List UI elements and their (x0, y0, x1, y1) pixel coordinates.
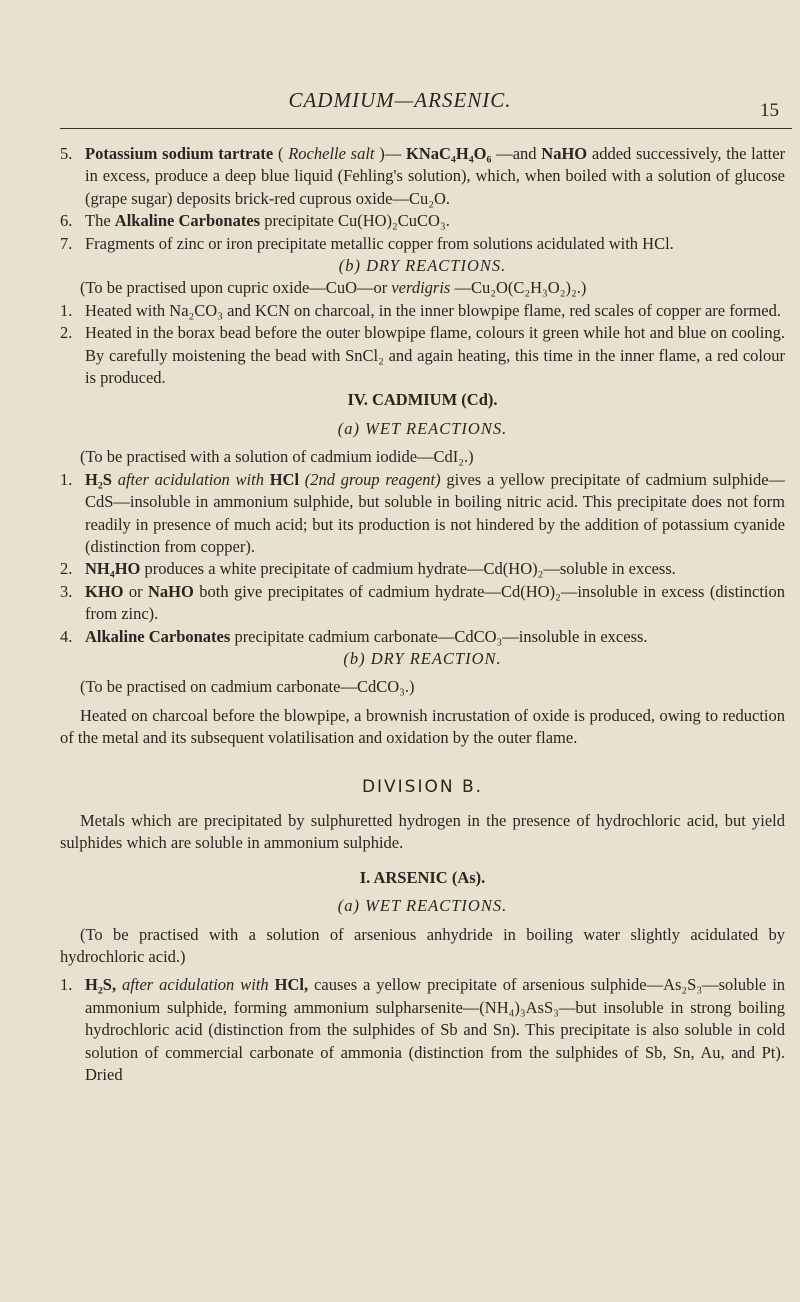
cadmium-wet-note: (To be practised with a solution of cadmium iodide—CdI₂.) (80, 447, 474, 467)
copper-dry-note: (To be practised upon cupric oxide—CuO—or verdigris —Cu₂O(C₂H₃O₂)₂.) (80, 278, 587, 298)
cadmium-wet-reaction-3: 3. KHO or NaHO both give precipitates of cadmium hydrate—Cd(HO)₂—insoluble in excess (distinction from zinc). (60, 581, 786, 624)
copper-wet-reaction-5: 5. Potassium sodium tartrate ( Rochelle salt )— KNaC₄H₄O₆ —and NaHO added successively, the latter in excess, produce a deep blue liquid (Fehling's solution), which, when boiled with a solution of glucose (grape sugar) deposits brick-red cuprous oxide—Cu₂O. (60, 144, 786, 208)
arsenic-wet-note: (To be practised with a solution of arsenious anhydride in boiling water slightly acidulated by hydrochloric acid.) (60, 924, 785, 966)
division-description: Metals which are precipitated by sulphuretted hydrogen in the presence of hydrochloric acid, but yield sulphides which are soluble in ammonium sulphide. (60, 810, 785, 853)
cadmium-wet-reaction-1: 1. H₂S after acidulation with HCl (2nd group reagent) gives a yellow precipitate of cadmium sulphide—CdS—insoluble in ammonium sulphide, but soluble in boiling nitric acid. This precipitate does not form readily in presence of much acid; but its production is not hindered by the addition of potassium cyanide (distinction from copper). (60, 469, 786, 556)
copper-dry-heading: (b) DRY REACTIONS. (338, 256, 507, 276)
copper-dry-reaction-1: 1. Heated with Na₂CO₃ and KCN on charcoal, in the inner blowpipe flame, red scales of copper are formed. (60, 300, 782, 320)
arsenic-wet-reaction-1: 1. H₂S, after acidulation with HCl, causes a yellow precipitate of arsenious sulphide—As₂S₃—soluble in ammonium sulphide, forming ammonium sulpharsenite—(NH₄)₃AsS₃—but insoluble in strong boiling hydrochloric acid (distinction from the sulphides of Sb and Sn). This precipitate is also soluble in cold solution of commercial carbonate of ammonia (distinction from the sulphides of Sb, Sn, Au, and Pt). Dried (60, 975, 786, 1085)
arsenic-wet-heading: (a) WET REACTIONS. (337, 896, 508, 916)
division-heading: DIVISION B. (361, 776, 484, 797)
cadmium-heading: IV. CADMIUM (Cd). (347, 390, 498, 410)
cadmium-wet-heading: (a) WET REACTIONS. (337, 418, 508, 438)
copper-wet-reaction-7: 7. Fragments of zinc or iron precipitate metallic copper from solutions acidulated with HCl. (60, 233, 674, 253)
cadmium-wet-reaction-4: 4. Alkaline Carbonates precipitate cadmium carbonate—CdCO₃—insoluble in excess. (60, 626, 648, 646)
page-number: 15 (760, 100, 779, 121)
cadmium-dry-note: (To be practised on cadmium carbonate—CdCO₃.) (80, 677, 415, 697)
copper-dry-reaction-2: 2. Heated in the borax bead before the outer blowpipe flame, colours it green while hot and blue on cooling. By carefully moistening the bead with SnCl₂ and again heating, this time in the inner flame, a red colour is produced. (60, 323, 785, 388)
cadmium-wet-reaction-2: 2. NH₄HO produces a white precipitate of cadmium hydrate—Cd(HO)₂—soluble in excess. (60, 559, 676, 579)
cadmium-dry-heading: (b) DRY REACTION. (343, 648, 502, 668)
arsenic-heading: I. ARSENIC (As). (359, 867, 486, 887)
cadmium-dry-text: Heated on charcoal before the blowpipe, a brownish incrustation of oxide is produced, owing to reduction of the metal and its subsequent volatilisation and oxidation by the outer flame. (60, 705, 785, 748)
header-rule (60, 128, 792, 129)
page-body (60, 143, 785, 1086)
copper-wet-reaction-6: 6. The Alkaline Carbonates precipitate Cu(HO)₂CuCO₃. (60, 211, 450, 231)
running-head: CADMIUM—ARSENIC. (288, 88, 512, 112)
